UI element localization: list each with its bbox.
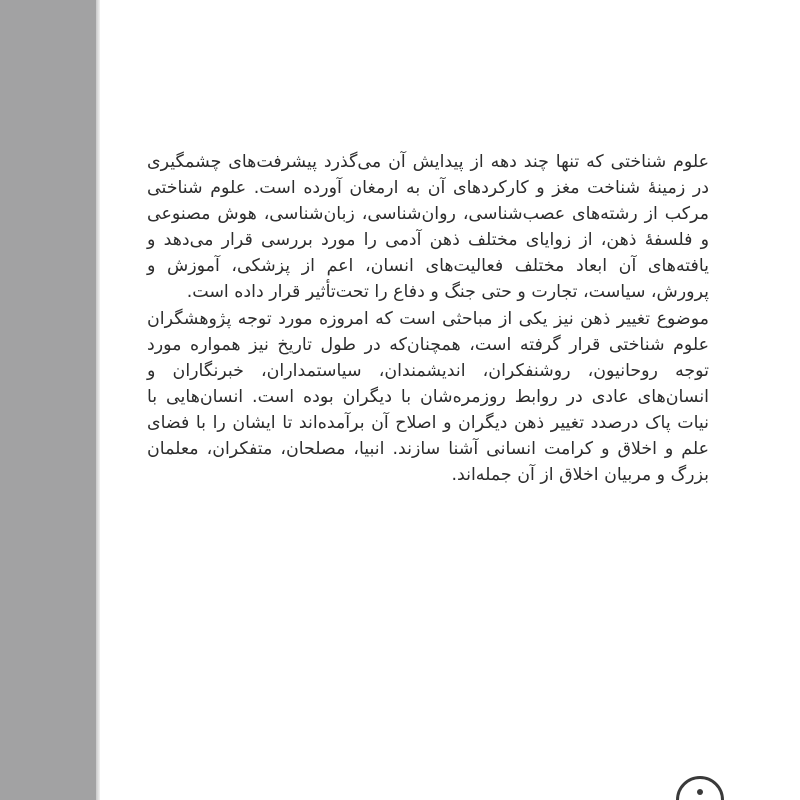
spine-band xyxy=(0,0,96,800)
blurb-paragraph-1: علوم شناختی که تنها چند دهه از پیدایش آن می‌گذرد پیشرفت‌های چشمگیری در زمینهٔ شناخت مغز و کارکردهای آن به ارمغان آورده است. علوم شناختی مرکب از رشته‌های عصب‌شناسی، روان‌شناسی، زبان‌شناسی، هوش مصنوعی و فلسفهٔ ذهن، از زوایای مختلف ذهن آدمی را مورد بررسی قرار می‌دهد و یافته‌های آن ابعاد مختلف فعالیت‌های انسان، اعم از پزشکی، آموزش و پرورش، سیاست، تجارت و حتی جنگ و دفاع را تحت‌تأثیر قرار داده است. xyxy=(147,152,709,303)
blurb-paragraph-2: موضوع تغییر ذهن نیز یکی از مباحثی است که امروزه مورد توجه پژوهشگران علوم شناختی قرار گرفته است، همچنان‌که در طول تاریخ نیز همواره مورد توجه روحانیون، روشنفکران، اندیشمندان، سیاستمداران، خبرنگاران و انسان‌های عادی در روابط روزمره‌شان با دیگران بوده است. انسان‌هایی با نیات پاک درصدد تغییر ذهن دیگران و اصلاح آن برآمده‌اند تا ایشان را با فضای علم و اخلاق و کرامت انسانی آشنا سازند. انبیا، مصلحان، متفکران، معلمان بزرگ و مربیان اخلاق از آن جمله‌اند. xyxy=(147,308,709,486)
publisher-logo-icon xyxy=(676,776,724,800)
blurb-text xyxy=(147,149,709,488)
spine-edge xyxy=(96,0,100,800)
